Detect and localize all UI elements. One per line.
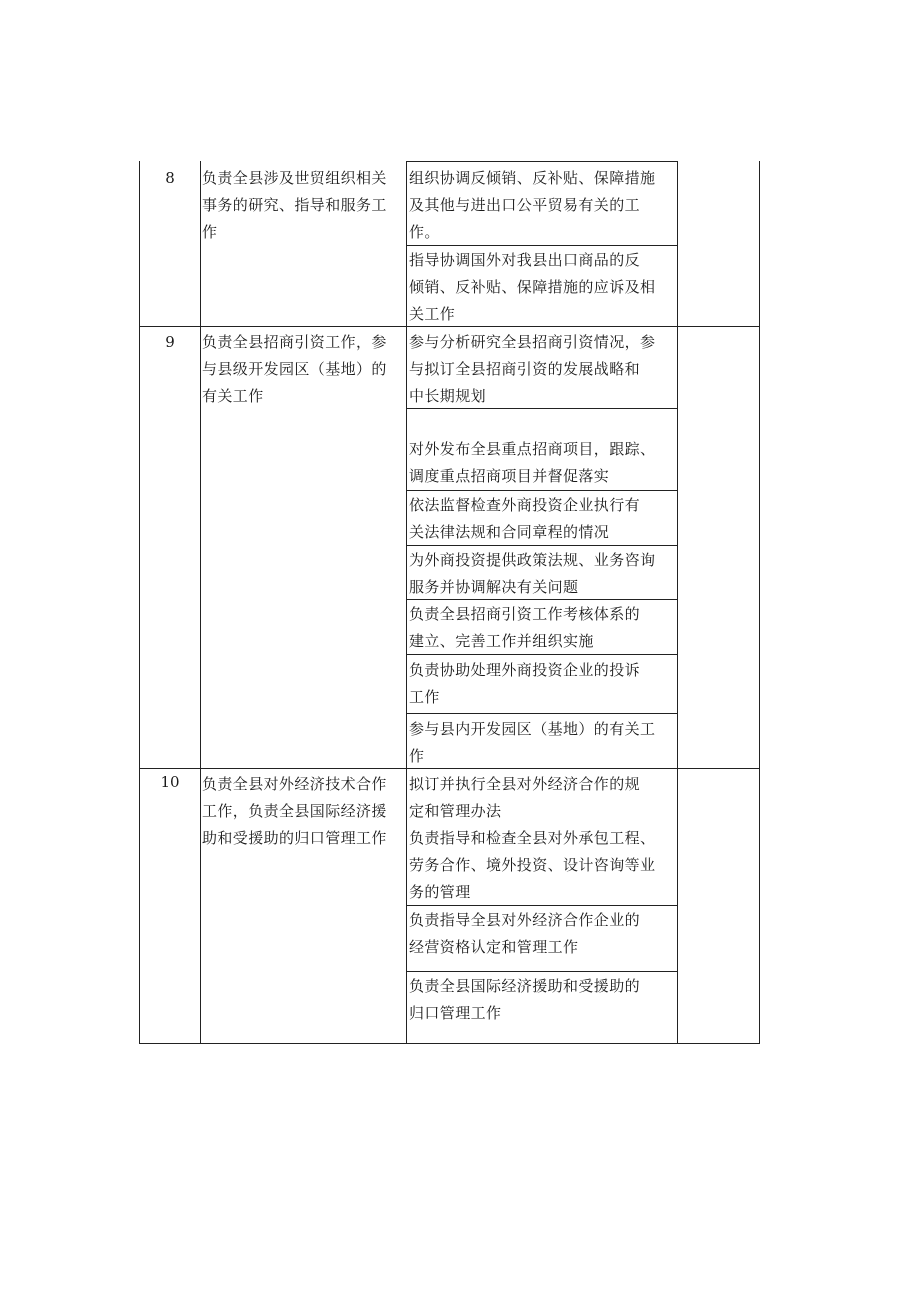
task-separator — [406, 971, 678, 972]
task-cell — [409, 716, 677, 770]
text-line: 参与分析研究全县招商引资情况，参 — [409, 333, 656, 351]
task-cell — [409, 547, 677, 601]
row-number: 9 — [165, 333, 175, 351]
text-line: 有关工作 — [202, 387, 264, 405]
text-line: 作 — [409, 747, 425, 765]
task-cell — [409, 601, 677, 655]
task-separator — [406, 490, 678, 491]
text-line: 拟订并执行全县对外经济合作的规 — [409, 775, 641, 793]
task-cell — [409, 329, 677, 410]
responsibility-cell — [202, 771, 407, 852]
task-cell — [409, 492, 677, 546]
text-line: 定和管理办法 — [409, 802, 502, 820]
text-line: 作 — [202, 223, 218, 241]
text-line: 作。 — [409, 223, 440, 241]
responsibility-cell — [202, 165, 407, 246]
text-line: 倾销、反补贴、保障措施的应诉及相 — [409, 278, 656, 296]
task-cell — [409, 973, 677, 1027]
text-line: 参与县内开发园区（基地）的有关工 — [409, 720, 656, 738]
text-line: 为外商投资提供政策法规、业务咨询 — [409, 551, 656, 569]
task-cell — [409, 436, 677, 490]
text-line: 建立、完善工作并组织实施 — [409, 632, 594, 650]
text-line: 助和受援助的归口管理工作 — [202, 829, 387, 847]
row-number: 8 — [165, 169, 175, 187]
text-line: 负责指导和检查全县对外承包工程、 — [409, 829, 656, 847]
col-line-1 — [200, 161, 201, 1044]
text-line: 依法监督检查外商投资企业执行有 — [409, 496, 641, 514]
responsibility-table — [139, 161, 760, 1044]
text-line: 关法律法规和合同章程的情况 — [409, 523, 610, 541]
text-line: 工作，负责全县国际经济援 — [202, 802, 387, 820]
table-bottom-border — [139, 1043, 760, 1044]
text-line: 事务的研究、指导和服务工 — [202, 196, 387, 214]
col-line-3 — [677, 161, 678, 1044]
text-line: 负责全县招商引资工作考核体系的 — [409, 605, 641, 623]
text-line: 及其他与进出口公平贸易有关的工 — [409, 196, 641, 214]
text-line: 归口管理工作 — [409, 1004, 502, 1022]
col-line-2 — [406, 161, 407, 1044]
task-cell — [409, 907, 677, 961]
text-line: 服务并协调解决有关问题 — [409, 578, 579, 596]
task-cell — [409, 825, 677, 906]
task-cell — [409, 247, 677, 328]
task-separator — [406, 161, 678, 162]
text-line: 劳务合作、境外投资、设计咨询等业 — [409, 856, 656, 874]
text-line: 组织协调反倾销、反补贴、保障措施 — [409, 169, 656, 187]
task-separator — [406, 713, 678, 714]
text-line: 负责指导全县对外经济合作企业的 — [409, 911, 641, 929]
task-cell — [409, 165, 677, 246]
text-line: 负责全县招商引资工作，参 — [202, 333, 387, 351]
text-line: 与县级开发园区（基地）的 — [202, 360, 387, 378]
col-line-left — [139, 161, 140, 1044]
text-line: 工作 — [409, 688, 440, 706]
text-line: 负责全县涉及世贸组织相关 — [202, 169, 387, 187]
text-line: 与拟订全县招商引资的发展战略和 — [409, 360, 641, 378]
text-line: 负责协助处理外商投资企业的投诉 — [409, 661, 641, 679]
text-line: 中长期规划 — [409, 387, 487, 405]
text-line: 经营资格认定和管理工作 — [409, 938, 579, 956]
task-cell — [409, 657, 677, 711]
text-line: 务的管理 — [409, 883, 471, 901]
text-line: 负责全县国际经济援助和受援助的 — [409, 977, 641, 995]
text-line: 指导协调国外对我县出口商品的反 — [409, 251, 641, 269]
text-line: 负责全县对外经济技术合作 — [202, 775, 387, 793]
col-line-right — [759, 161, 760, 1044]
text-line: 调度重点招商项目并督促落实 — [409, 467, 610, 485]
row-number: 10 — [160, 773, 180, 791]
task-cell — [409, 771, 677, 825]
text-line: 对外发布全县重点招商项目，跟踪、 — [409, 440, 656, 458]
text-line: 关工作 — [409, 305, 456, 323]
responsibility-cell — [202, 329, 407, 410]
